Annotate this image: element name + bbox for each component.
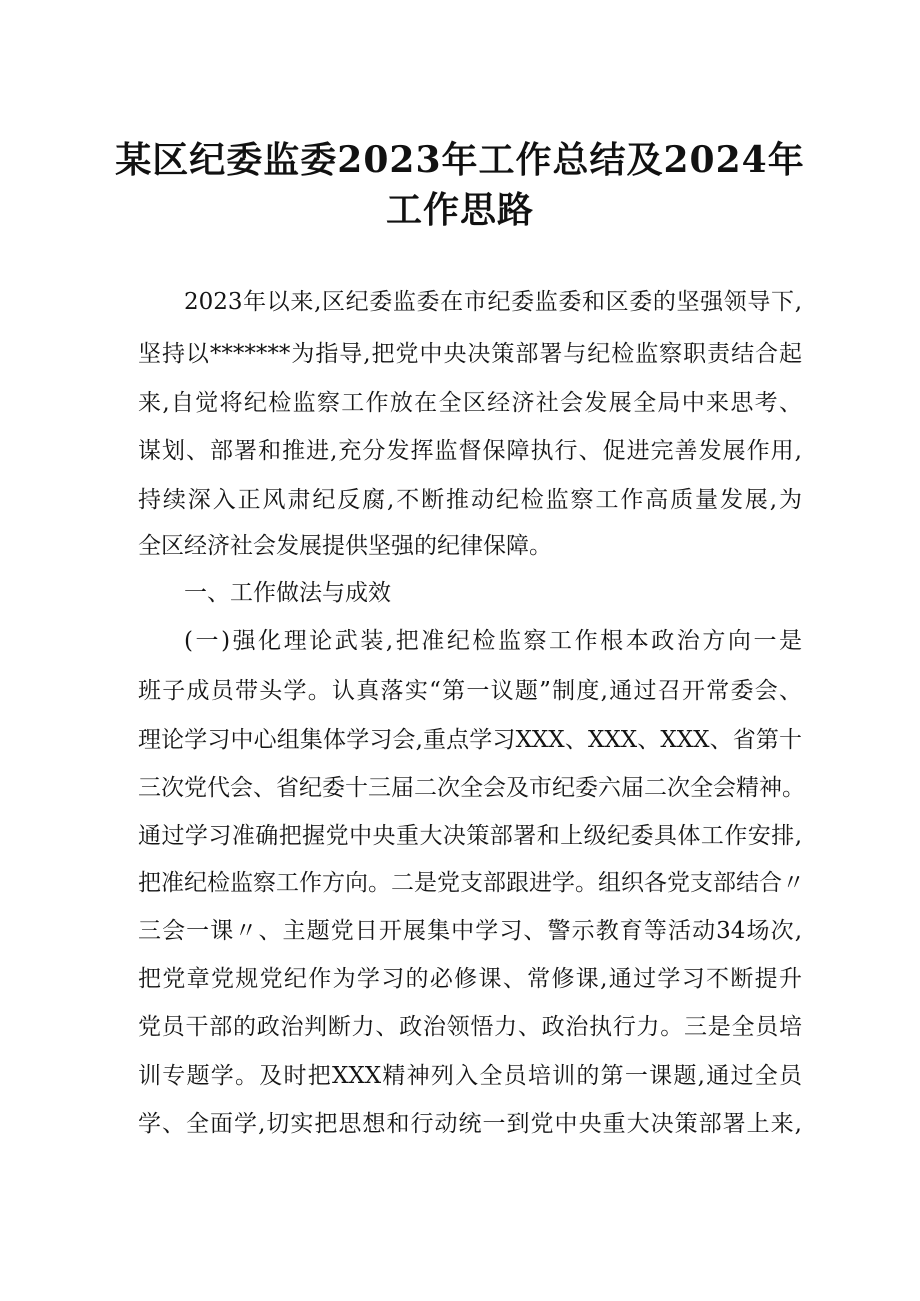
paragraph-line-text: 通过学习准确把握党中央重大决策部署和上级纪委具体工作安排, <box>138 823 802 849</box>
paragraph-line-text: 班子成员带头学。认真落实“第一议题”制度,通过召开常委会、 <box>138 678 802 704</box>
paragraph-line-text: 理论学习中心组集体学习会,重点学习XXX、XXX、XXX、省第十 <box>138 727 802 753</box>
paragraph-line-text: 训专题学。及时把XXX精神列入全员培训的第一课题,通过全员 <box>138 1063 802 1089</box>
document-title-line-2: 工作思路 <box>385 189 534 231</box>
paragraph-line-text: 三次党代会、省纪委十三届二次全会及市纪委六届二次全会精神。 <box>138 775 805 801</box>
paragraph-line-text: 来,自觉将纪检监察工作放在全区经济社会发展全局中来思考、 <box>138 390 802 416</box>
paragraph-line-text: 谋划、部署和推进,充分发挥监督保障执行、促进完善发展作用, <box>138 438 802 464</box>
paragraph-line-text: 学、全面学,切实把思想和行动统一到党中央重大决策部署上来, <box>138 1111 802 1137</box>
paragraph-line-text: 2023年以来,区纪委监委在市纪委监委和区委的坚强领导下, <box>184 289 802 315</box>
section-heading-text: 一、工作做法与成效 <box>184 580 391 606</box>
paragraph-line-text: 坚持以*******为指导,把党中央决策部署与纪检监察职责结合起 <box>138 341 802 367</box>
paragraph-line-text: 党员干部的政治判断力、政治领悟力、政治执行力。三是全员培 <box>138 1014 802 1040</box>
paragraph-line-text: 全区经济社会发展提供坚强的纪律保障。 <box>138 533 552 559</box>
paragraph-line-text: 三会一课〃、主题党日开展集中学习、警示教育等活动34场次, <box>138 918 802 944</box>
document-title-line-1: 某区纪委监委2023年工作总结及2024年 <box>115 139 805 181</box>
paragraph-line-text: 持续深入正风肃纪反腐,不断推动纪检监察工作高质量发展,为 <box>138 487 802 513</box>
paragraph-line-text: 把准纪检监察工作方向。二是党支部跟进学。组织各党支部结合〃 <box>138 870 805 896</box>
paragraph-line-text: 把党章党规党纪作为学习的必修课、常修课,通过学习不断提升 <box>138 966 802 992</box>
paragraph-line-text: (一)强化理论武装,把准纪检监察工作根本政治方向一是 <box>184 628 802 654</box>
